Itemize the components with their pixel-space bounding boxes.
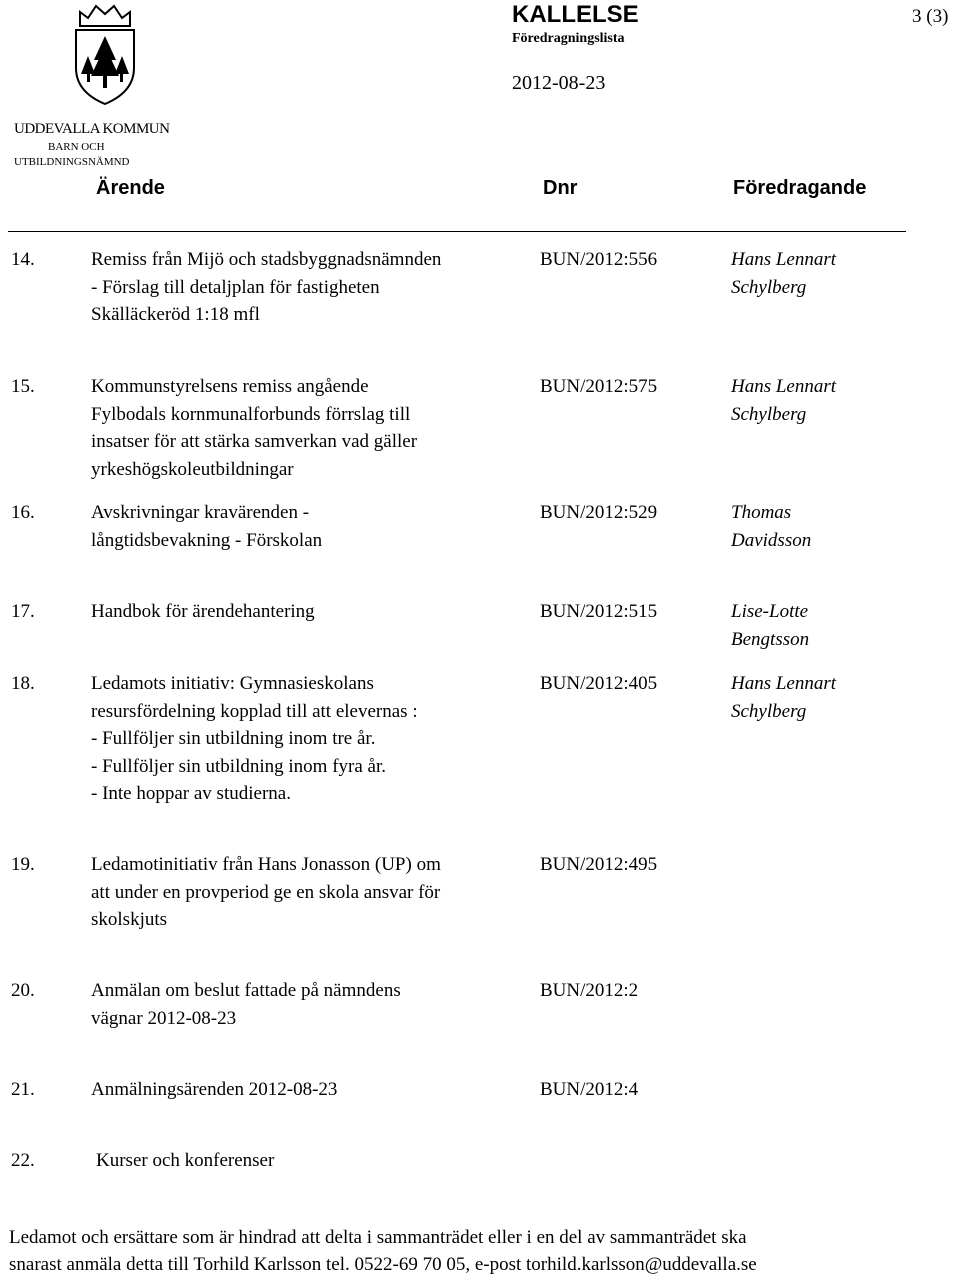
organization-unit-line1: BARN OCH <box>48 141 105 153</box>
agenda-item-title-line: Ledamots initiativ: Gymnasieskolans <box>91 673 374 694</box>
agenda-item-dnr: BUN/2012:556 <box>540 249 658 270</box>
footer-line-2: snarast anmäla detta till Torhild Karlsson tel. 0522-69 70 05, e-post torhild.karlsson@uddevalla.se <box>9 1254 757 1275</box>
agenda-item-number: 18. <box>11 673 35 694</box>
agenda-item-title <box>91 373 531 483</box>
agenda-item-presenter-line: Hans Lennart <box>731 249 837 270</box>
agenda-item-title <box>91 1076 531 1104</box>
agenda-item-title <box>91 499 531 554</box>
document-type: KALLELSE <box>512 1 639 28</box>
agenda-item-dnr: BUN/2012:529 <box>540 502 658 523</box>
agenda-item-number: 17. <box>11 601 35 622</box>
agenda-item-title <box>91 977 531 1032</box>
agenda-item-title-line: Anmälningsärenden 2012-08-23 <box>91 1079 338 1100</box>
agenda-item-title <box>91 670 531 808</box>
agenda-item-dnr: BUN/2012:575 <box>540 376 658 397</box>
agenda-item-presenter-line: Schylberg <box>731 700 807 722</box>
column-header-foredragande: Föredragande <box>733 177 867 199</box>
agenda-item-number: 15. <box>11 376 35 397</box>
header-divider <box>8 231 906 232</box>
agenda-item-title-line: att under en provperiod ge en skola ansvar för <box>91 881 441 903</box>
agenda-item-number: 21. <box>11 1079 35 1100</box>
agenda-item-presenter-line: Bengtsson <box>731 628 810 650</box>
agenda-item-title-line: Anmälan om beslut fattade på nämndens <box>91 980 401 1001</box>
agenda-item-presenter <box>731 499 811 554</box>
agenda-item-title-line: Kommunstyrelsens remiss angående <box>91 376 369 397</box>
agenda-item-number: 19. <box>11 854 35 875</box>
agenda-item-title <box>91 246 531 329</box>
agenda-item-dnr: BUN/2012:515 <box>540 601 658 622</box>
uddevalla-crest-icon <box>72 0 138 108</box>
agenda-item-presenter-line: Lise-Lotte <box>731 601 809 622</box>
column-header-dnr: Dnr <box>543 177 578 199</box>
agenda-item-title-line: resursfördelning kopplad till att elevernas : <box>91 700 418 722</box>
agenda-item-title-line: vägnar 2012-08-23 <box>91 1007 237 1029</box>
agenda-item-title-line: Avskrivningar kravärenden - <box>91 502 310 523</box>
agenda-item-dnr: BUN/2012:495 <box>540 854 658 875</box>
agenda-item-title-line: yrkeshögskoleutbildningar <box>91 458 294 480</box>
document-date: 2012-08-23 <box>512 72 606 94</box>
agenda-item-presenter-line: Thomas <box>731 502 792 523</box>
organization-unit-line2: UTBILDNINGSNÄMND <box>14 156 130 168</box>
agenda-item-presenter-line: Hans Lennart <box>731 673 837 694</box>
agenda-item-number: 22. <box>11 1150 35 1171</box>
agenda-item-dnr: BUN/2012:4 <box>540 1079 639 1100</box>
agenda-item-title-line: långtidsbevakning - Förskolan <box>91 529 323 551</box>
agenda-item-dnr: BUN/2012:405 <box>540 673 658 694</box>
page-number: 3 (3) <box>912 6 949 27</box>
agenda-item-presenter-line: Hans Lennart <box>731 376 837 397</box>
document-subtitle: Föredragningslista <box>512 31 625 46</box>
agenda-item-title-line: Kurser och konferenser <box>96 1150 275 1171</box>
agenda-item-title-line: insatser för att stärka samverkan vad gäller <box>91 431 418 452</box>
agenda-item-presenter-line: Schylberg <box>731 276 807 298</box>
agenda-item-presenter <box>731 670 836 725</box>
agenda-item-title-line: Ledamotinitiativ från Hans Jonasson (UP) om <box>91 854 441 875</box>
agenda-item-title-line: Handbok för ärendehantering <box>91 601 315 622</box>
agenda-item-presenter <box>731 373 836 428</box>
agenda-item-title-line: - Fullföljer sin utbildning inom tre år. <box>91 728 376 749</box>
agenda-item-title-line: Fylbodals kornmunalforbunds förrslag till <box>91 403 411 425</box>
agenda-item-title <box>91 851 531 934</box>
organization-name: UDDEVALLA KOMMUN <box>14 121 170 137</box>
agenda-item-presenter-line: Schylberg <box>731 403 807 425</box>
agenda-item-title-line: skolskjuts <box>91 909 168 930</box>
agenda-item-title-line: Skälläckeröd 1:18 mfl <box>91 304 260 325</box>
agenda-item-number: 14. <box>11 249 35 270</box>
agenda-item-title-line: - Inte hoppar av studierna. <box>91 783 291 804</box>
agenda-item-title <box>91 598 531 626</box>
agenda-item-presenter <box>731 246 836 301</box>
footer-note <box>9 1224 757 1278</box>
agenda-item-title-line: Remiss från Mijö och stadsbyggnadsnämnden <box>91 249 442 270</box>
agenda-item-number: 20. <box>11 980 35 1001</box>
agenda-item-dnr: BUN/2012:2 <box>540 980 639 1001</box>
agenda-item-title-line: - Fullföljer sin utbildning inom fyra år. <box>91 755 386 777</box>
agenda-item-number: 16. <box>11 502 35 523</box>
column-header-arende: Ärende <box>96 177 165 199</box>
footer-line-1: Ledamot och ersättare som är hindrad att delta i sammanträdet eller i en del av sammanträdet ska <box>9 1227 747 1248</box>
agenda-item-title <box>96 1147 536 1175</box>
agenda-item-presenter-line: Davidsson <box>731 529 812 551</box>
agenda-item-title-line: - Förslag till detaljplan för fastigheten <box>91 276 380 298</box>
agenda-item-presenter <box>731 598 809 653</box>
